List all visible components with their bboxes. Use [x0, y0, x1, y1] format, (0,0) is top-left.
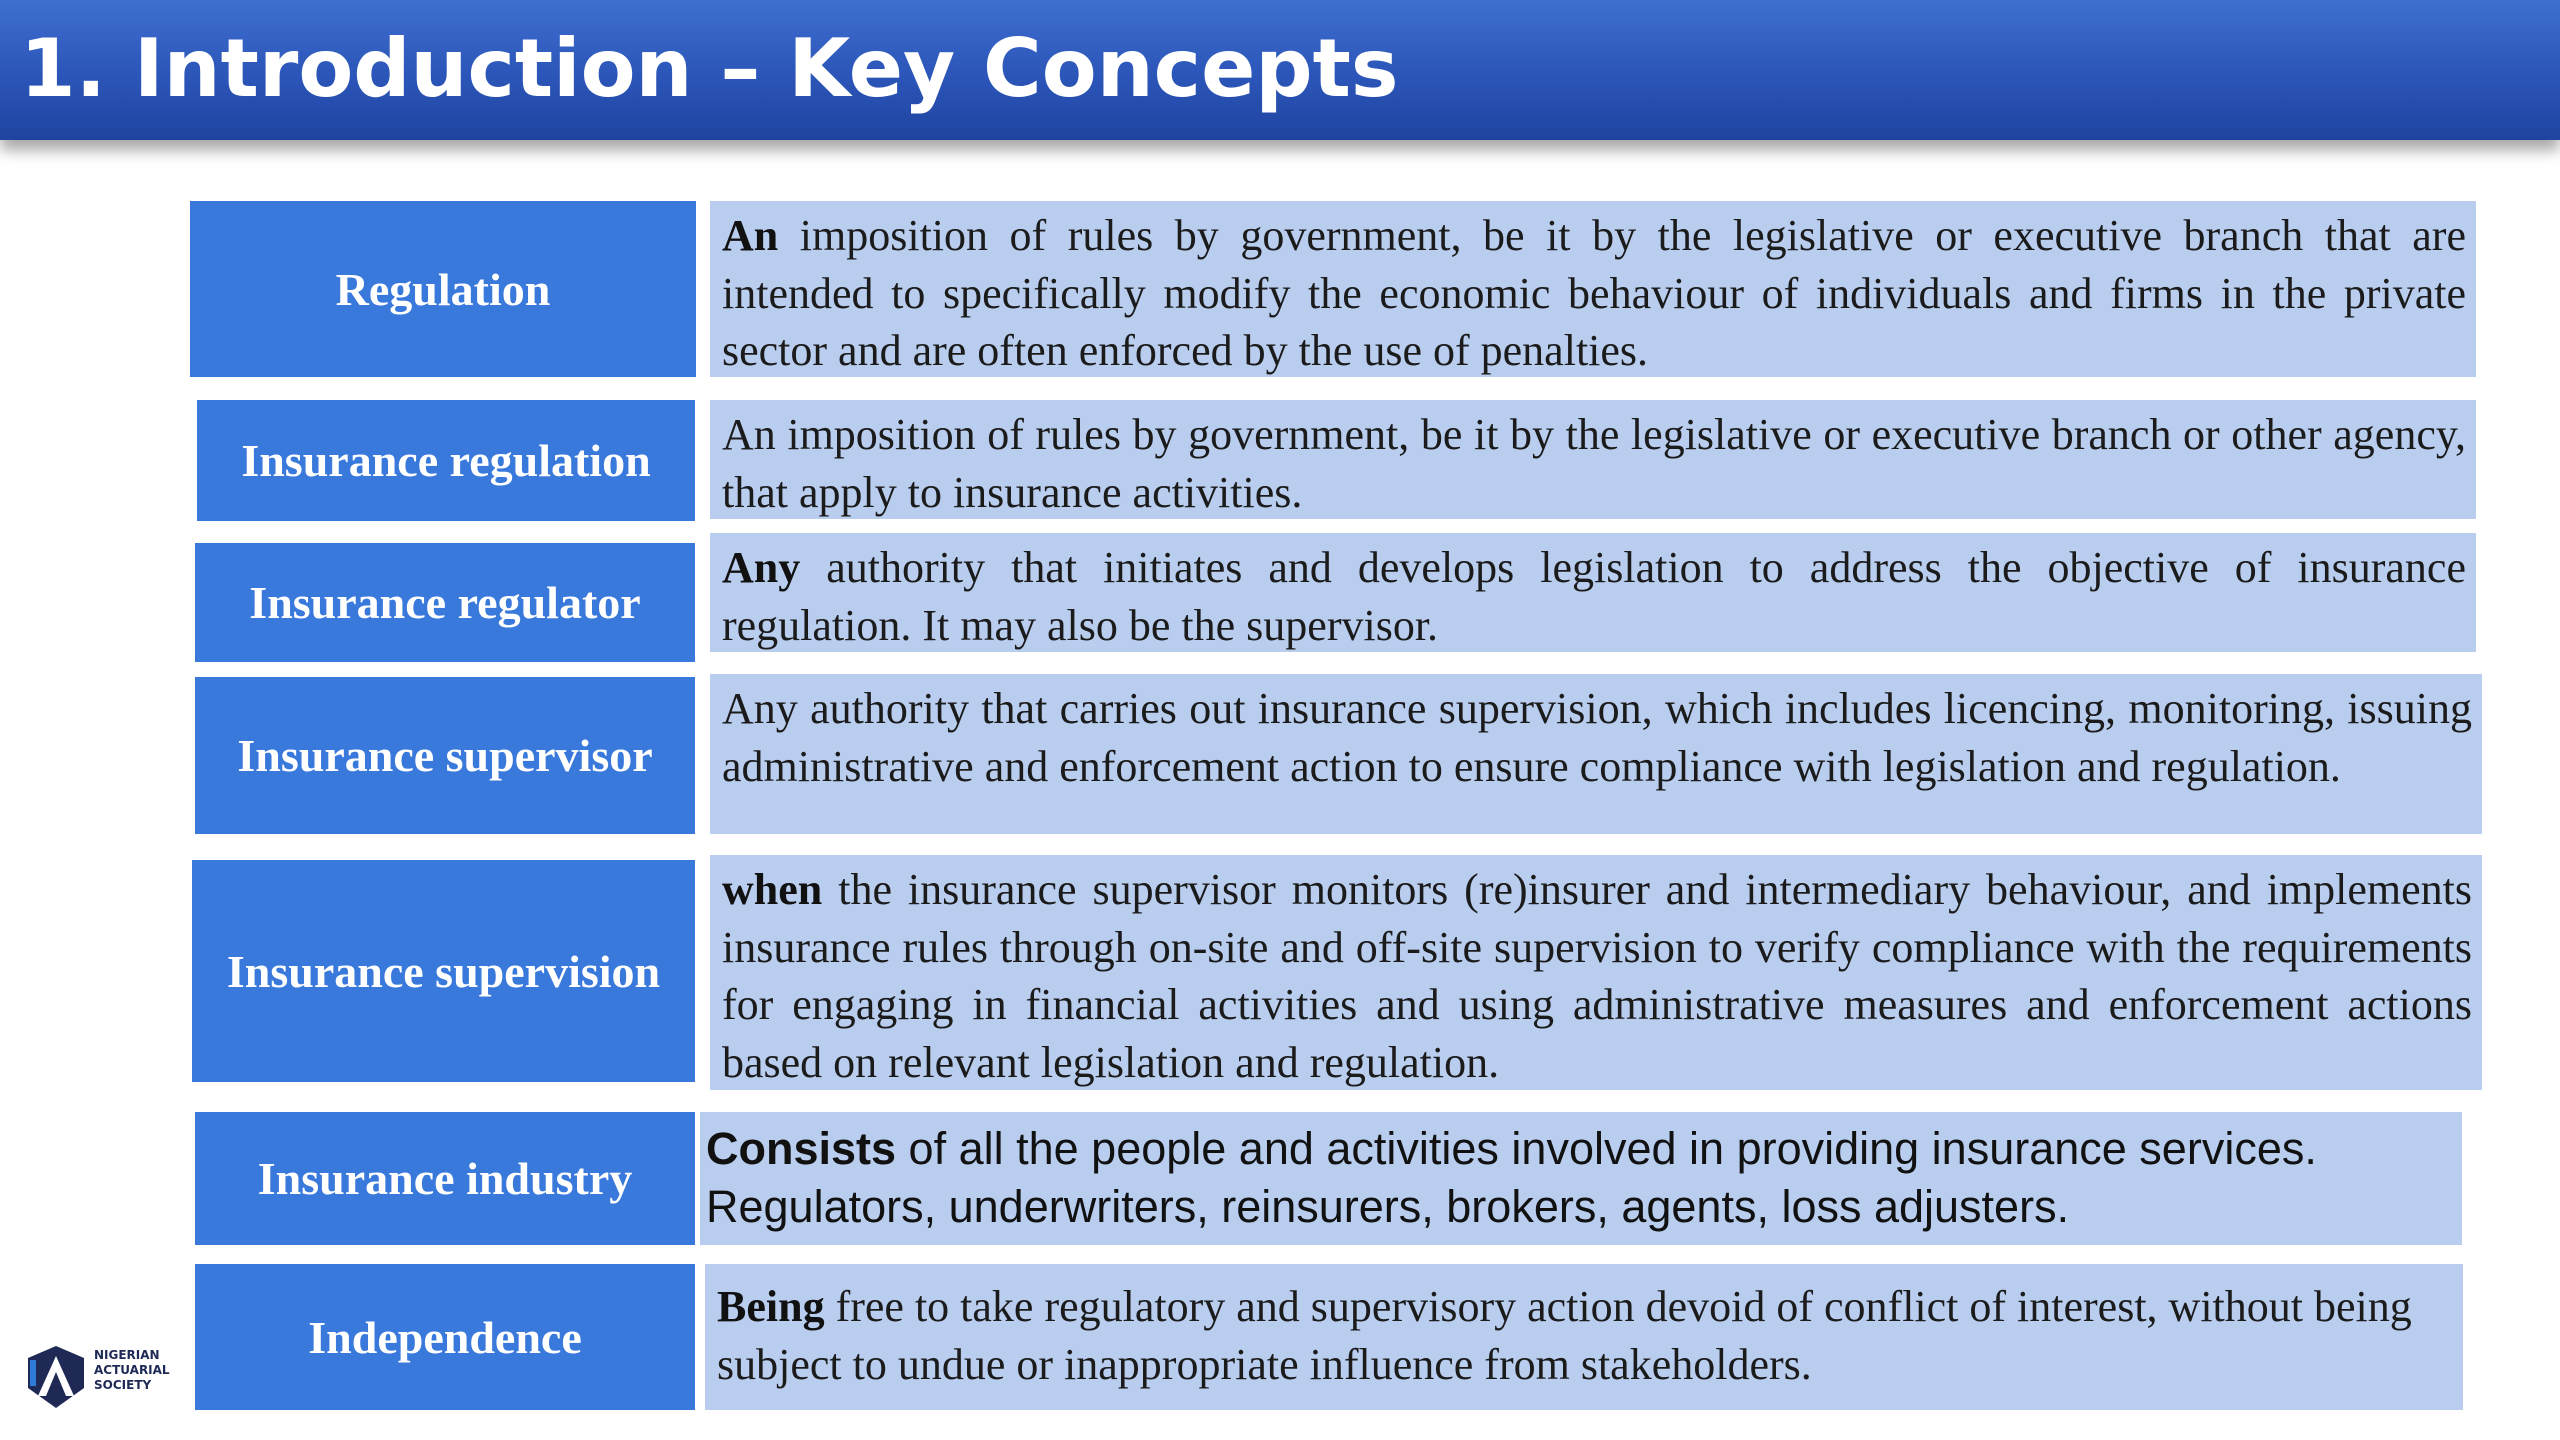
definition-independence [705, 1264, 2463, 1410]
definition-text: the insurance supervisor monitors (re)insurer and intermediary behaviour, and implements insurance rules through on-site and off-site supervision to verify compliance with the requirements for engaging in financial activities and using administrative measures and enforcement actions based on relevant legislation and regulation. [722, 865, 2472, 1087]
logo-emblem-icon [26, 1344, 86, 1410]
definition-lead: Being [717, 1282, 825, 1331]
term-label: Regulation [335, 263, 551, 315]
logo-line-3: SOCIETY [94, 1378, 152, 1392]
definition-text: authority that initiates and develops legislation to address the objective of insurance regulation. It may also be the supervisor. [722, 543, 2466, 650]
logo-line-2: ACTUARIAL [94, 1363, 170, 1377]
definition-text: of all the people and activities involved in providing insurance services. Regulators, underwriters, reinsurers, brokers, agents, loss adjusters. [706, 1123, 2317, 1232]
definition-text: Any authority that carries out insurance supervision, which includes licencing, monitoring, issuing administrative and enforcement action to ensure compliance with legislation and regulation. [722, 684, 2472, 791]
logo-line-1: NIGERIAN [94, 1348, 160, 1362]
title-bar [0, 0, 2560, 140]
term-insurance-regulator [195, 543, 695, 662]
definition-text: An imposition of rules by government, be it by the legislative or executive branch or other agency, that apply to insurance activities. [722, 410, 2466, 517]
definition-lead: Any [722, 543, 801, 592]
term-label: Insurance supervisor [237, 730, 653, 781]
term-label: Insurance regulation [241, 435, 651, 486]
term-insurance-supervisor [195, 677, 695, 834]
definition-lead: when [722, 865, 823, 914]
definition-lead: An [722, 211, 779, 260]
slide-title: 1. Introduction – Key Concepts [20, 22, 1399, 115]
nigerian-actuarial-society-logo [26, 1344, 176, 1410]
definition-regulation [710, 201, 2476, 377]
term-label: Independence [308, 1311, 582, 1363]
definition-insurance-supervisor [710, 674, 2482, 834]
definition-insurance-supervision [710, 855, 2482, 1090]
term-insurance-industry [195, 1112, 695, 1245]
term-label: Insurance industry [257, 1153, 633, 1204]
definition-insurance-industry [700, 1112, 2462, 1245]
term-label: Insurance supervision [226, 945, 661, 997]
definition-text: imposition of rules by government, be it by the legislative or executive branch that are intended to specifically modify the economic behaviour of individuals and firms in the private sector and are often enforced by the use of penalties. [722, 211, 2466, 375]
term-regulation [190, 201, 696, 377]
logo-text [94, 1348, 170, 1393]
term-insurance-supervision [192, 860, 695, 1082]
definition-insurance-regulation [710, 400, 2476, 519]
term-independence [195, 1264, 695, 1410]
definition-text: free to take regulatory and supervisory action devoid of conflict of interest, without being subject to undue or inappropriate influence from stakeholders. [717, 1282, 2412, 1389]
definition-lead: Consists [706, 1123, 897, 1174]
definition-insurance-regulator [710, 533, 2476, 652]
term-label: Insurance regulator [249, 577, 641, 628]
term-insurance-regulation [197, 400, 695, 521]
